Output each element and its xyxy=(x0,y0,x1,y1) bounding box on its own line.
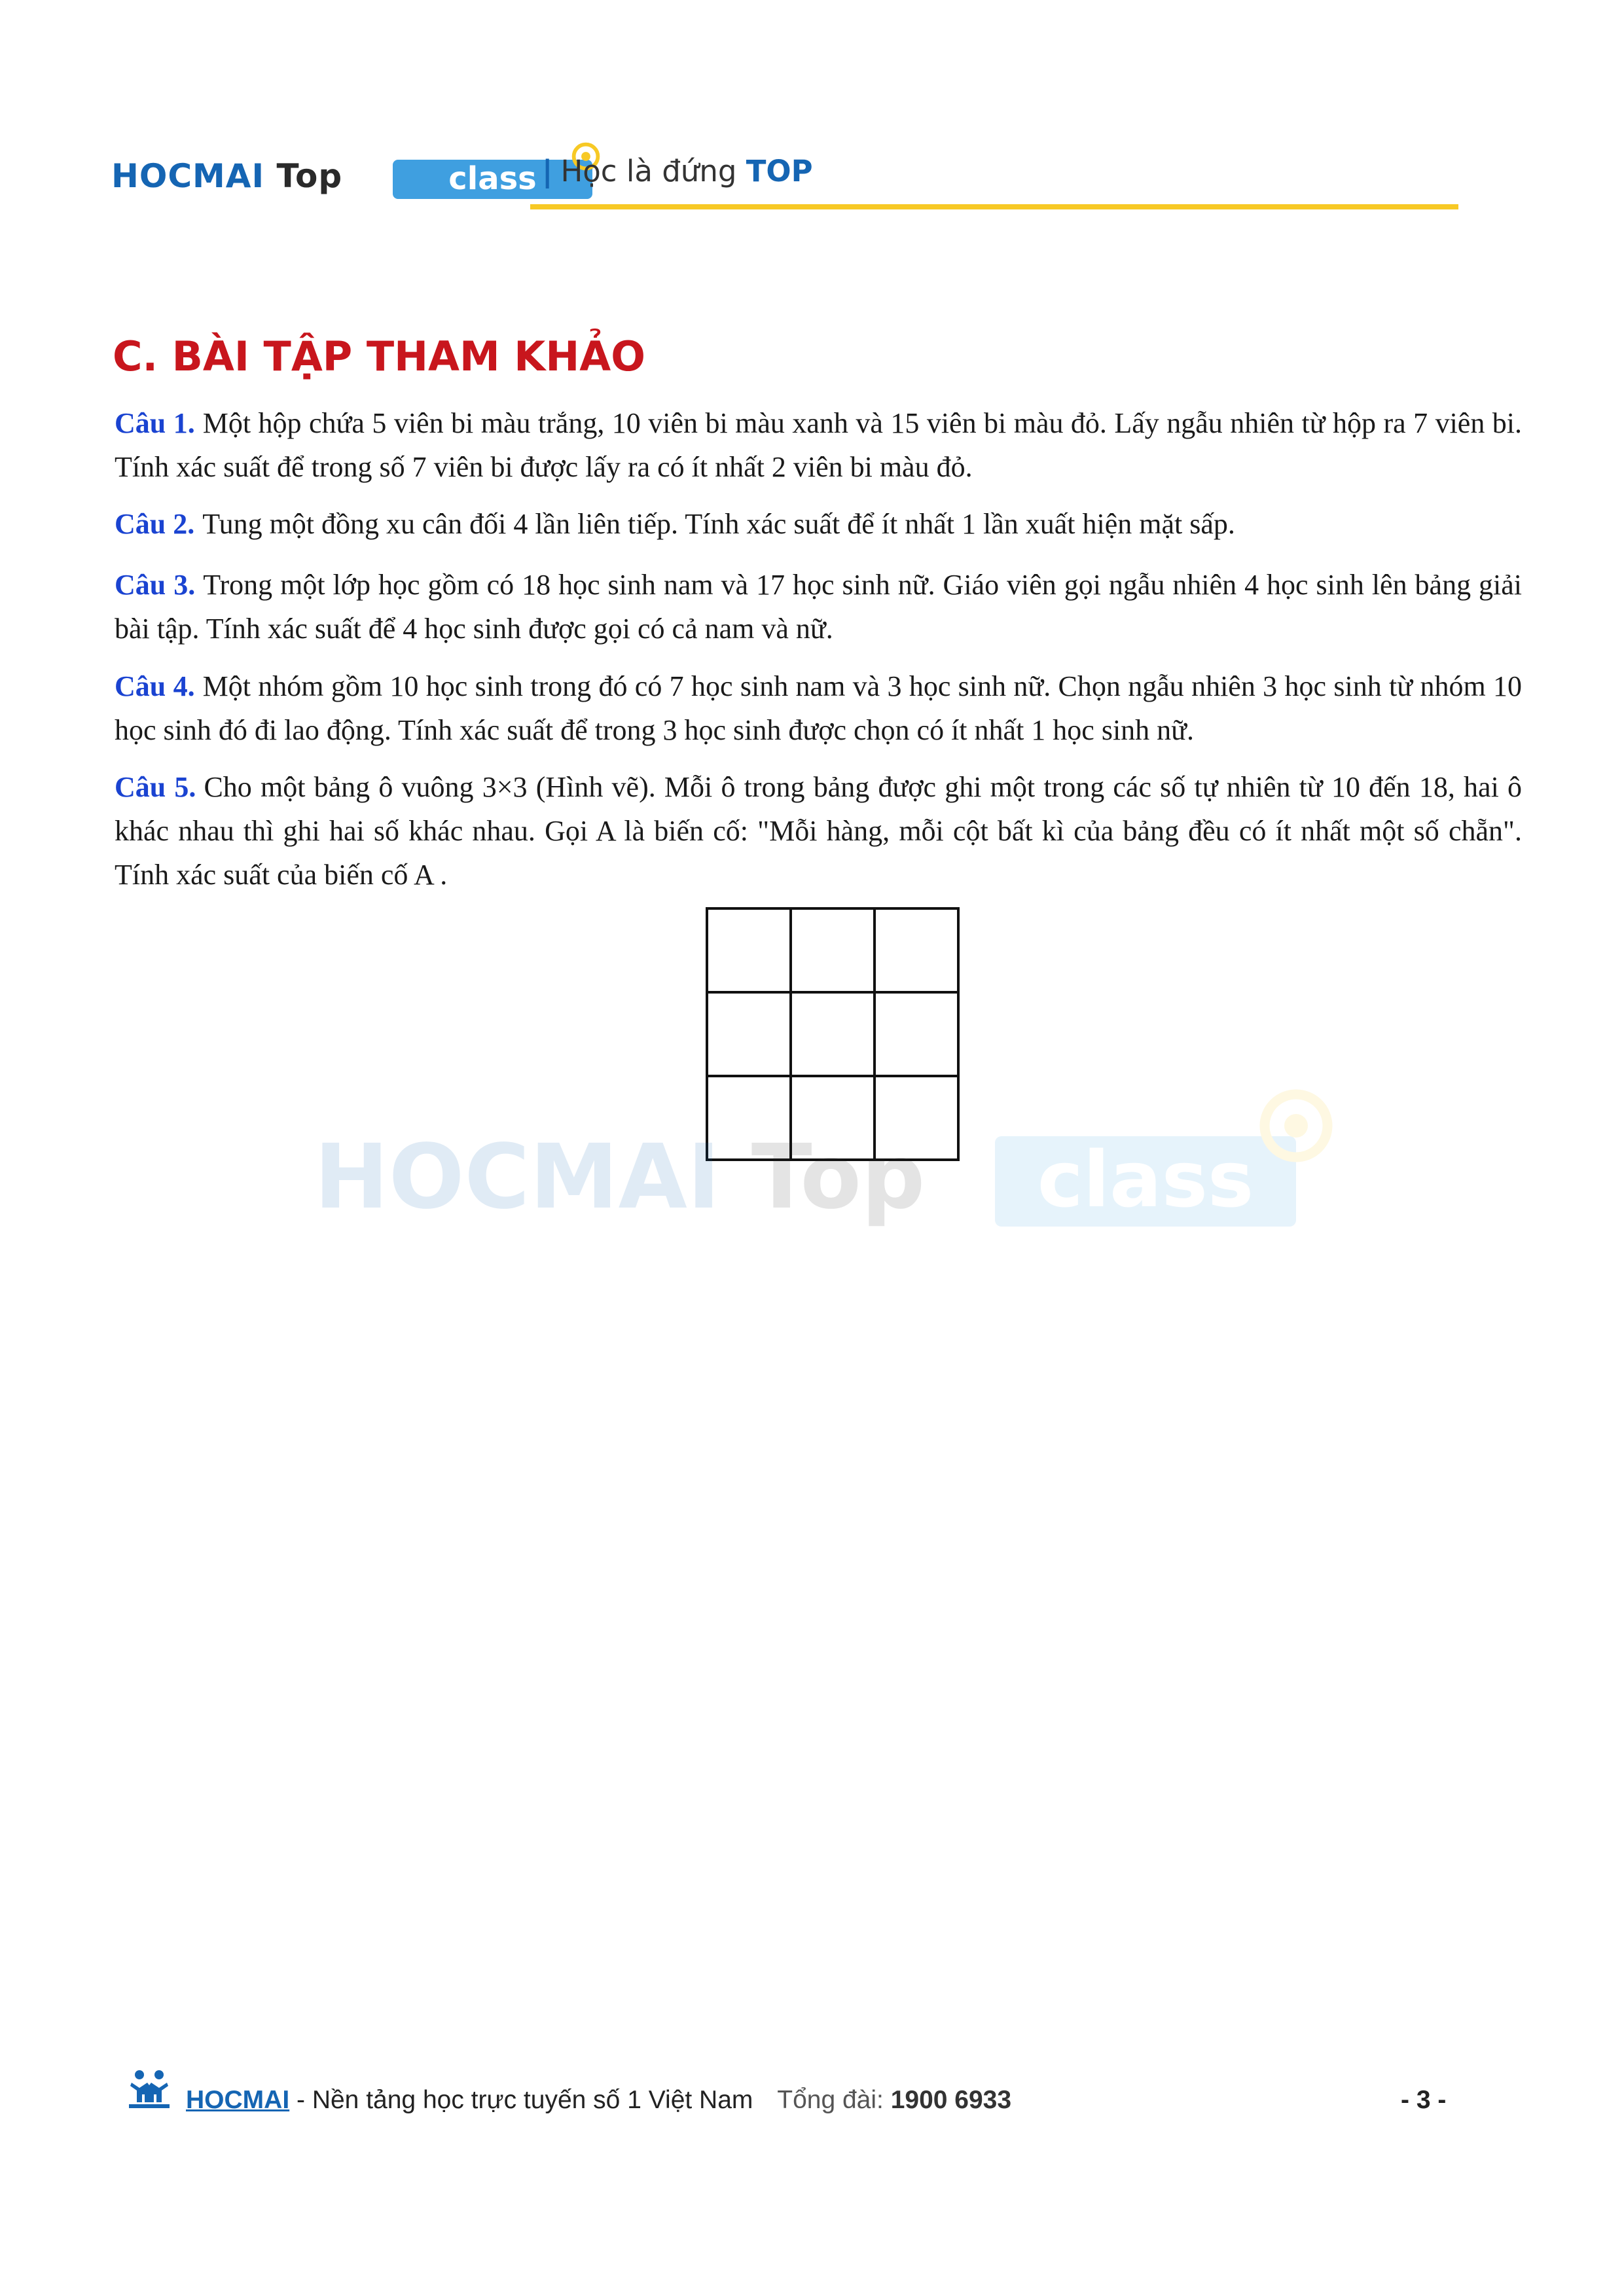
footer-hotline: 1900 6933 xyxy=(890,2086,1012,2114)
question-text: Cho một bảng ô vuông 3×3 (Hình vẽ). Mỗi ô trong bảng được ghi một trong các số tự nhiên từ 10 đến 18, hai ô khác nhau thì ghi hai số khác nhau. Gọi A là biến cố: "Mỗi hàng, mỗi cột bất kì của bảng đều có ít nhất một số chẵn". Tính xác suất của biến cố A . xyxy=(115,771,1522,891)
question-label: Câu 1. xyxy=(115,407,195,439)
question-4 xyxy=(115,664,1522,752)
grid-cell xyxy=(876,910,960,994)
grid-cell xyxy=(792,994,876,1077)
page-number: - 3 - xyxy=(1401,2086,1447,2114)
footer-hocmai-link[interactable]: HOCMAI xyxy=(186,2086,290,2114)
grid-cell xyxy=(708,910,792,994)
question-text: Trong một lớp học gồm có 18 học sinh nam và 17 học sinh nữ. Giáo viên gọi ngẫu nhiên 4 học sinh lên bảng giải bài tập. Tính xác suất để 4 học sinh được gọi có cả nam và nữ. xyxy=(115,569,1522,645)
grid-cell xyxy=(792,910,876,994)
question-label: Câu 4. xyxy=(115,670,195,702)
question-label: Câu 2. xyxy=(115,508,195,540)
question-3 xyxy=(115,563,1522,651)
grid-cell xyxy=(876,994,960,1077)
footer-text xyxy=(128,2079,1470,2122)
grid-cell xyxy=(708,994,792,1077)
question-text: Một nhóm gồm 10 học sinh trong đó có 7 học sinh nam và 3 học sinh nữ. Chọn ngẫu nhiên 3 học sinh từ nhóm 10 học sinh đó đi lao động. Tính xác suất để trong 3 học sinh được chọn có ít nhất 1 học sinh nữ. xyxy=(115,670,1522,746)
question-2 xyxy=(115,502,1522,546)
logo-class-badge: class xyxy=(393,160,592,199)
question-5 xyxy=(115,765,1522,897)
question-text: Một hộp chứa 5 viên bi màu trắng, 10 viên bi màu xanh và 15 viên bi màu đỏ. Lấy ngẫu nhiên từ hộp ra 7 viên bi. Tính xác suất để trong số 7 viên bi được lấy ra có ít nhất 2 viên bi màu đỏ. xyxy=(115,407,1523,483)
tagline: | Học là đứng TOP xyxy=(542,154,813,188)
question-label: Câu 5. xyxy=(115,771,196,803)
footer-hotline-label: Tổng đài: xyxy=(777,2086,884,2114)
question-label: Câu 3. xyxy=(115,569,196,601)
question-text: Tung một đồng xu cân đối 4 lần liên tiếp. Tính xác suất để ít nhất 1 lần xuất hiện mặt sấp. xyxy=(202,508,1235,540)
sun-icon xyxy=(1257,1086,1335,1165)
grid-3x3-figure xyxy=(706,907,960,1161)
section-title: C. BÀI TẬP THAM KHẢO xyxy=(113,332,645,380)
question-1 xyxy=(115,401,1522,489)
header-divider xyxy=(530,204,1458,209)
footer-description: - Nền tảng học trực tuyến số 1 Việt Nam xyxy=(297,2086,753,2114)
logo-hocmai-text: HOCMAI Top xyxy=(111,157,343,195)
